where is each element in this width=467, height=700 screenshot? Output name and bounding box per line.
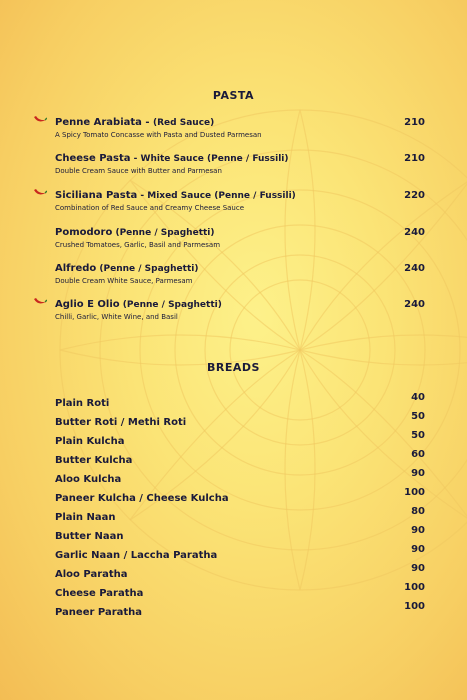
chili-icon (33, 188, 47, 198)
item-price: 240 (404, 263, 425, 274)
menu-item (55, 543, 425, 561)
menu-item (55, 391, 425, 409)
item-variant: (Penne / Spaghetti) (96, 264, 199, 274)
item-name: Siciliana Pasta (55, 190, 138, 201)
item-price: 90 (411, 544, 425, 555)
menu-item (55, 226, 425, 251)
menu-item (55, 429, 425, 447)
item-price: 210 (404, 117, 425, 128)
item-name: Aloo Kulcha (55, 474, 122, 485)
item-description: Crushed Tomatoes, Garlic, Basil and Parmesam (55, 241, 221, 249)
item-name: Pomodoro (55, 227, 113, 238)
breads-section-title: BREADS (207, 361, 260, 374)
chili-icon (33, 115, 47, 125)
item-description: Combination of Red Sauce and Creamy Cheese Sauce (55, 204, 245, 212)
item-price: 50 (411, 430, 425, 441)
item-name: Butter Kulcha (55, 455, 133, 466)
item-name: Butter Roti / Methi Roti (55, 417, 187, 428)
menu-item (55, 262, 425, 287)
item-price: 220 (404, 190, 425, 201)
pasta-section-title: PASTA (212, 89, 255, 102)
item-name: Aglio E Olio (55, 299, 120, 310)
menu-item (55, 524, 425, 542)
item-price: 80 (411, 506, 425, 517)
item-name: Plain Roti (55, 398, 110, 409)
item-price: 90 (411, 468, 425, 479)
menu-item (55, 467, 425, 485)
menu-item (55, 298, 425, 323)
item-description: Double Cream Sauce with Butter and Parmesan (55, 167, 222, 175)
item-name: Cheese Paratha (55, 588, 144, 599)
menu-item (55, 562, 425, 580)
menu-item (55, 486, 425, 504)
menu-item (55, 116, 425, 141)
menu-item (55, 189, 425, 214)
item-name: Paneer Kulcha / Cheese Kulcha (55, 493, 229, 504)
item-variant: - Mixed Sauce (Penne / Fussili) (137, 191, 296, 201)
item-name: Penne Arabiata - (55, 117, 154, 128)
item-price: 90 (411, 525, 425, 536)
chili-icon (33, 297, 47, 307)
item-price: 90 (411, 563, 425, 574)
item-name: Alfredo (55, 263, 97, 274)
item-price: 240 (404, 227, 425, 238)
item-price: 240 (404, 299, 425, 310)
item-price: 100 (404, 582, 425, 593)
item-price: 40 (411, 392, 425, 403)
item-variant: - White Sauce (Penne / Fussili) (130, 154, 289, 164)
item-name: Plain Kulcha (55, 436, 125, 447)
item-description: Chilli, Garlic, White Wine, and Basil (55, 313, 178, 321)
item-variant: (Penne / Spaghetti) (119, 300, 222, 310)
item-price: 50 (411, 411, 425, 422)
item-name: Paneer Paratha (55, 607, 143, 618)
item-price: 100 (404, 601, 425, 612)
item-description: Double Cream White Sauce, Parmesam (55, 277, 193, 285)
menu-item (55, 600, 425, 618)
item-price: 100 (404, 487, 425, 498)
item-name: Garlic Naan / Laccha Paratha (55, 550, 218, 561)
item-name: Aloo Paratha (55, 569, 128, 580)
menu-item (55, 505, 425, 523)
item-name: Butter Naan (55, 531, 124, 542)
item-variant: (Penne / Spaghetti) (112, 228, 215, 238)
item-price: 60 (411, 449, 425, 460)
menu-item (55, 448, 425, 466)
item-variant: (Red Sauce) (153, 118, 215, 128)
item-name: Plain Naan (55, 512, 116, 523)
item-description: A Spicy Tomato Concasse with Pasta and Dusted Parmesan (55, 131, 262, 139)
item-name: Cheese Pasta (55, 153, 131, 164)
menu-item (55, 152, 425, 177)
menu-item (55, 581, 425, 599)
item-price: 210 (404, 153, 425, 164)
menu-item (55, 410, 425, 428)
